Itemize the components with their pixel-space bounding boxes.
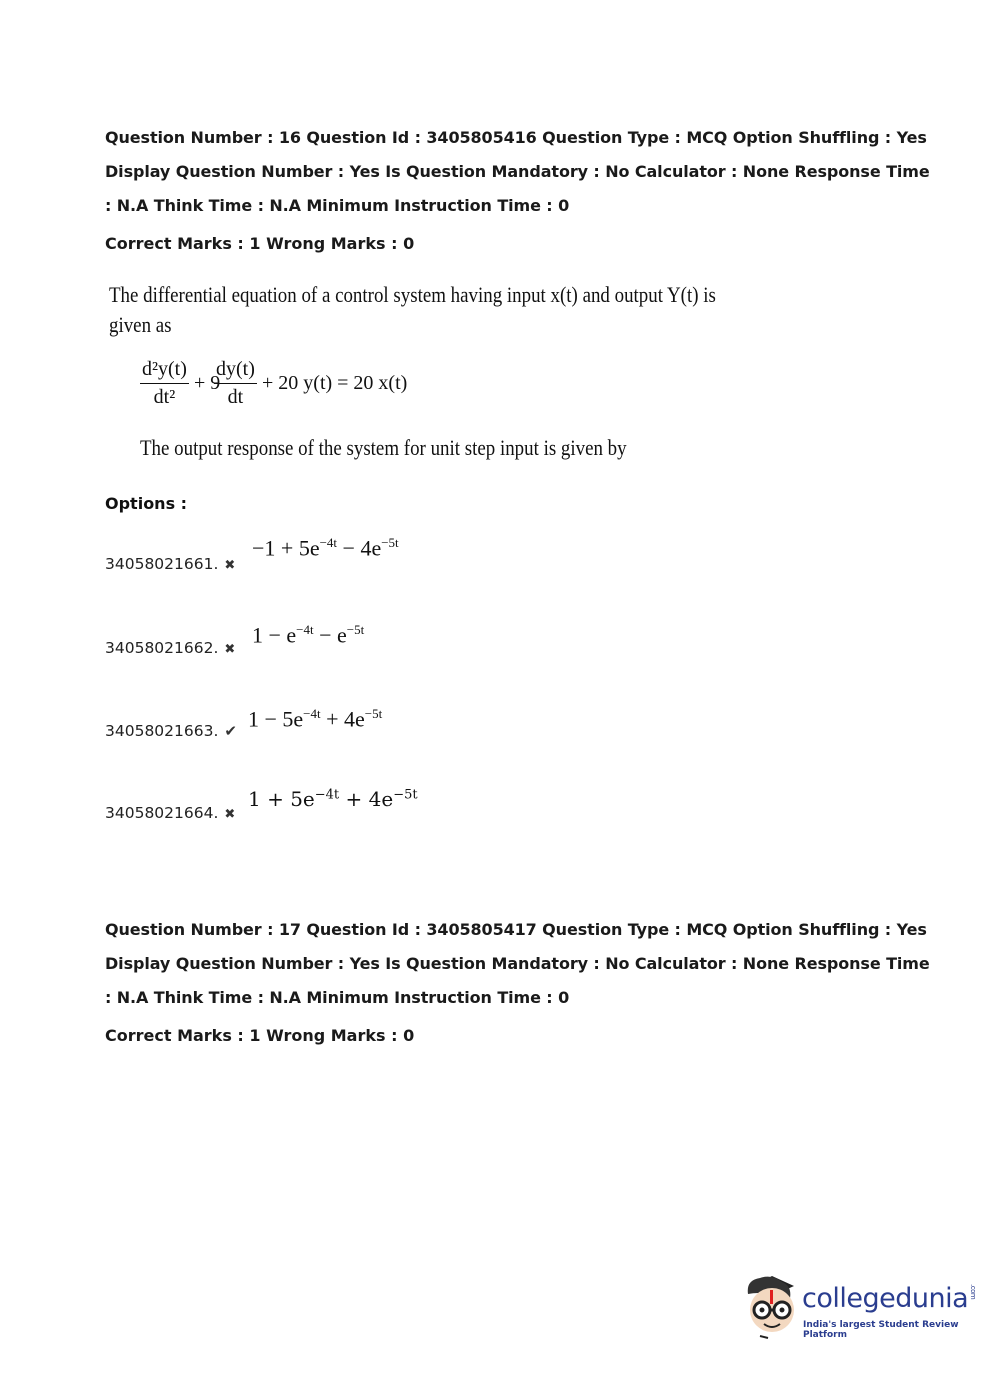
- question-17-marks: Correct Marks : 1 Wrong Marks : 0: [105, 1026, 415, 1045]
- logo-name-text: collegedunia: [802, 1283, 969, 1314]
- option-id: 34058021663.: [105, 722, 219, 740]
- meta-line: Display Question Number : Yes Is Question Mandatory : No Calculator : None Response Time: [105, 162, 930, 181]
- option-id: 34058021664.: [105, 804, 219, 822]
- logo-wordmark: [802, 1283, 977, 1314]
- exponent: −4t: [314, 787, 340, 803]
- expr-part: 1 − 5e: [248, 706, 304, 732]
- meta-line: : N.A Think Time : N.A Minimum Instruction Time : 0: [105, 988, 570, 1007]
- fraction-numerator: dy(t): [214, 358, 257, 384]
- options-label: Options :: [105, 494, 188, 513]
- equation-term: + 20 y(t) = 20 x(t): [262, 372, 408, 394]
- exponent: −4t: [296, 622, 314, 637]
- expr-part: 1 + 5e: [248, 787, 315, 811]
- question-16-meta: [105, 121, 930, 223]
- exponent: −4t: [303, 706, 321, 721]
- question-stem-line: The output response of the system for unit step input is given by: [140, 435, 627, 460]
- exponent: −5t: [346, 622, 365, 637]
- question-16-marks: Correct Marks : 1 Wrong Marks : 0: [105, 234, 415, 253]
- option-id: 34058021661.: [105, 555, 219, 573]
- fraction-second-derivative: [140, 358, 189, 409]
- exponent: −5t: [393, 787, 418, 803]
- meta-line: Question Number : 17 Question Id : 3405805417 Question Type : MCQ Option Shuffling : Yes: [105, 920, 927, 939]
- option-row: [105, 639, 235, 657]
- fraction-denominator: dt: [227, 386, 244, 408]
- fraction-denominator: dt²: [153, 386, 176, 408]
- expr-part: + 4e: [339, 787, 394, 811]
- check-icon: ✔: [224, 722, 237, 740]
- logo-tagline: India's largest Student Review Platform: [803, 1320, 959, 1340]
- expr-part: + 4e: [320, 706, 365, 732]
- cross-icon: ✖: [224, 558, 236, 573]
- option-row: [105, 555, 235, 573]
- option-row: [105, 722, 237, 740]
- expr-part: −1 + 5e: [252, 535, 320, 561]
- cross-icon: ✖: [224, 807, 236, 822]
- equation-term: + 9: [194, 372, 221, 394]
- expr-part: − 4e: [337, 535, 382, 561]
- fraction-numerator: d²y(t): [140, 358, 189, 384]
- expr-part: − e: [313, 622, 347, 648]
- exponent: −5t: [364, 706, 383, 721]
- expr-part: 1 − e: [252, 622, 297, 648]
- fraction-first-derivative: [214, 358, 257, 409]
- option-id: 34058021662.: [105, 639, 219, 657]
- option-expression: [248, 706, 382, 732]
- meta-line: : N.A Think Time : N.A Minimum Instruction Time : 0: [105, 196, 570, 215]
- option-expression: [248, 787, 418, 811]
- meta-line: Display Question Number : Yes Is Question Mandatory : No Calculator : None Response Time: [105, 954, 930, 973]
- option-row: [105, 804, 235, 822]
- logo-suffix: .com: [969, 1283, 978, 1299]
- mascot-icon: [742, 1272, 804, 1342]
- question-17-meta: [105, 913, 930, 1015]
- question-stem-line: The differential equation of a control system having input x(t) and output Y(t) is: [109, 282, 716, 307]
- option-expression: [252, 535, 399, 561]
- option-expression: [252, 622, 364, 648]
- cross-icon: ✖: [224, 642, 236, 657]
- meta-line: Question Number : 16 Question Id : 3405805416 Question Type : MCQ Option Shuffling : Yes: [105, 128, 927, 147]
- question-stem-line: given as: [109, 312, 172, 337]
- exponent: −4t: [319, 535, 338, 550]
- exponent: −5t: [381, 535, 399, 550]
